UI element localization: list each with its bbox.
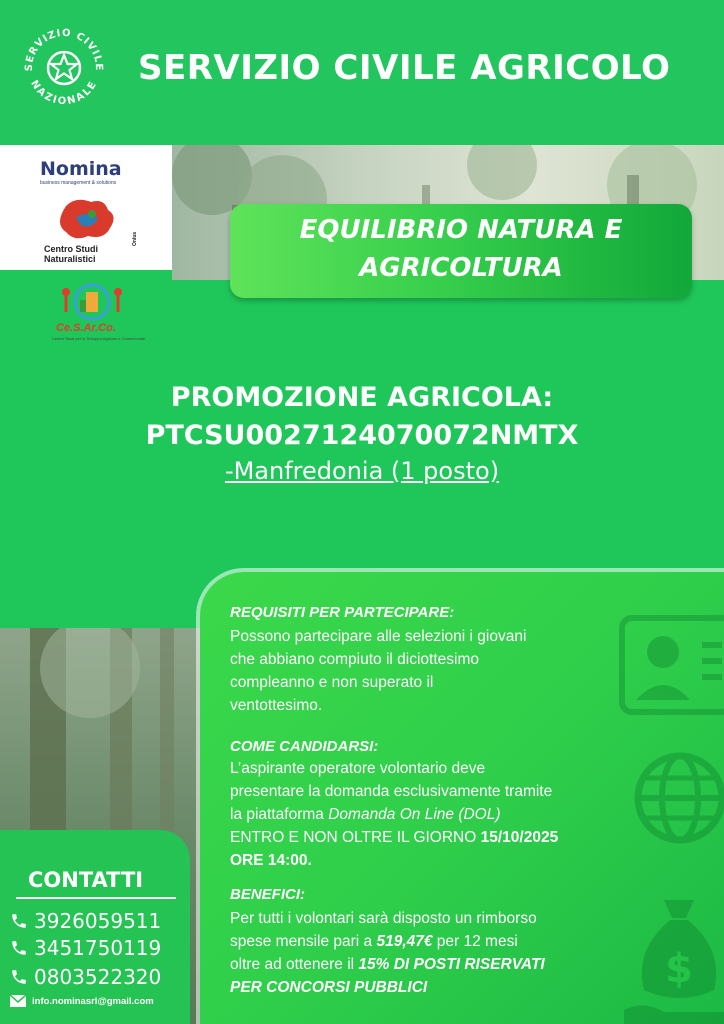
requisiti-title: REQUISITI PER PARTECIPARE: [230,604,455,621]
seal-text-bottom: NAZIONALE [28,78,100,108]
cesarco-figures-icon [52,282,132,322]
cesarco-tagline: Centro Studi per lo Sviluppo Agricolo e Commerciale [52,336,146,341]
dol-platform-name: Domanda On Line (DOL) [328,806,501,823]
mail-icon [10,995,26,1007]
money-bag-icon [624,890,724,1024]
badge-line-2: AGRICOLTURA [359,253,563,283]
phone-row[interactable] [10,935,161,961]
benefici-line2-text: spese mensile pari a [230,933,377,950]
phone-row[interactable] [10,964,161,990]
requisiti-line: che abbiano compiuto il diciottesimo [230,651,479,668]
reserved-posts: 15% DI POSTI RISERVATI [358,956,545,973]
csn-logo-text [44,231,138,264]
benefici-line-2 [230,930,620,953]
nomina-tagline: business management & solutions [40,180,117,186]
globe-icon [624,748,724,848]
phone-icon [10,912,28,930]
nomina-logo: Nomina [40,158,122,180]
benefici-text [230,907,620,999]
csn-name-line1: Centro Studi [44,244,98,254]
badge-line-1: EQUILIBRIO NATURA E [299,215,623,245]
csn-map-icon [46,196,126,246]
deadline-date: 15/10/2025 [480,829,559,846]
deadline-label: ENTRO E NON OLTRE IL GIORNO [230,829,481,846]
phone-number: 3926059511 [34,909,162,933]
id-card-icon [618,612,724,718]
benefici-line-3 [230,953,620,976]
email-address: info.nominasrl@gmail.com [32,995,154,1007]
candidarsi-text [230,757,620,872]
benefici-line3-text: oltre ad ottenere il [230,956,359,973]
requisiti-line: compleanno e non superato il [230,674,434,691]
cesarco-logo-name: Ce.S.Ar.Co. [56,322,116,334]
candidarsi-line-4 [230,826,620,849]
deadline-time: ORE 14:00. [230,852,312,869]
candidarsi-line-2: presentare la domanda esclusivamente tramite [230,783,553,800]
email-row[interactable] [10,992,154,1010]
svg-text:SERVIZIO CIVILE [24,28,104,72]
candidarsi-line-1: L’aspirante operatore volontario deve [230,760,486,777]
phone-icon [10,968,28,986]
benefici-line-4: PER CONCORSI PUBBLICI [230,979,428,996]
seal-text-top: SERVIZIO CIVILE [23,27,105,72]
benefici-title: BENEFICI: [230,886,305,903]
reimbursement-amount: 519,47€ [376,933,433,950]
csn-name-line2: Naturalistici [44,254,96,264]
servizio-civile-seal-icon [18,22,110,114]
phone-number: 0803522320 [34,965,162,989]
requisiti-line: Possono partecipare alle selezioni i giovani [230,628,527,645]
phone-icon [10,939,28,957]
requisiti-line: ventottesimo. [230,697,323,714]
phone-number: 3451750119 [34,936,162,960]
csn-suffix: Onlus [132,231,138,246]
benefici-line-1: Per tutti i volontari sarà disposto un rimborso [230,910,537,927]
main-title: SERVIZIO CIVILE AGRICOLO [138,48,671,88]
candidarsi-line3-text: la piattaforma [230,806,329,823]
candidarsi-line-3 [230,803,620,826]
promo-title: PROMOZIONE AGRICOLA: [170,382,554,413]
promo-code: PTCSU0027124070072NMTX [145,420,579,451]
contacts-divider [16,897,176,899]
promo-place: -Manfredonia (1 posto) [224,457,500,485]
candidarsi-title: COME CANDIDARSI: [230,738,379,755]
phone-row[interactable] [10,908,161,934]
svg-text:$: $ [665,946,693,992]
requisiti-text [230,625,620,717]
contacts-title: CONTATTI [28,868,144,892]
benefici-line2-tail: per 12 mesi [432,933,518,950]
